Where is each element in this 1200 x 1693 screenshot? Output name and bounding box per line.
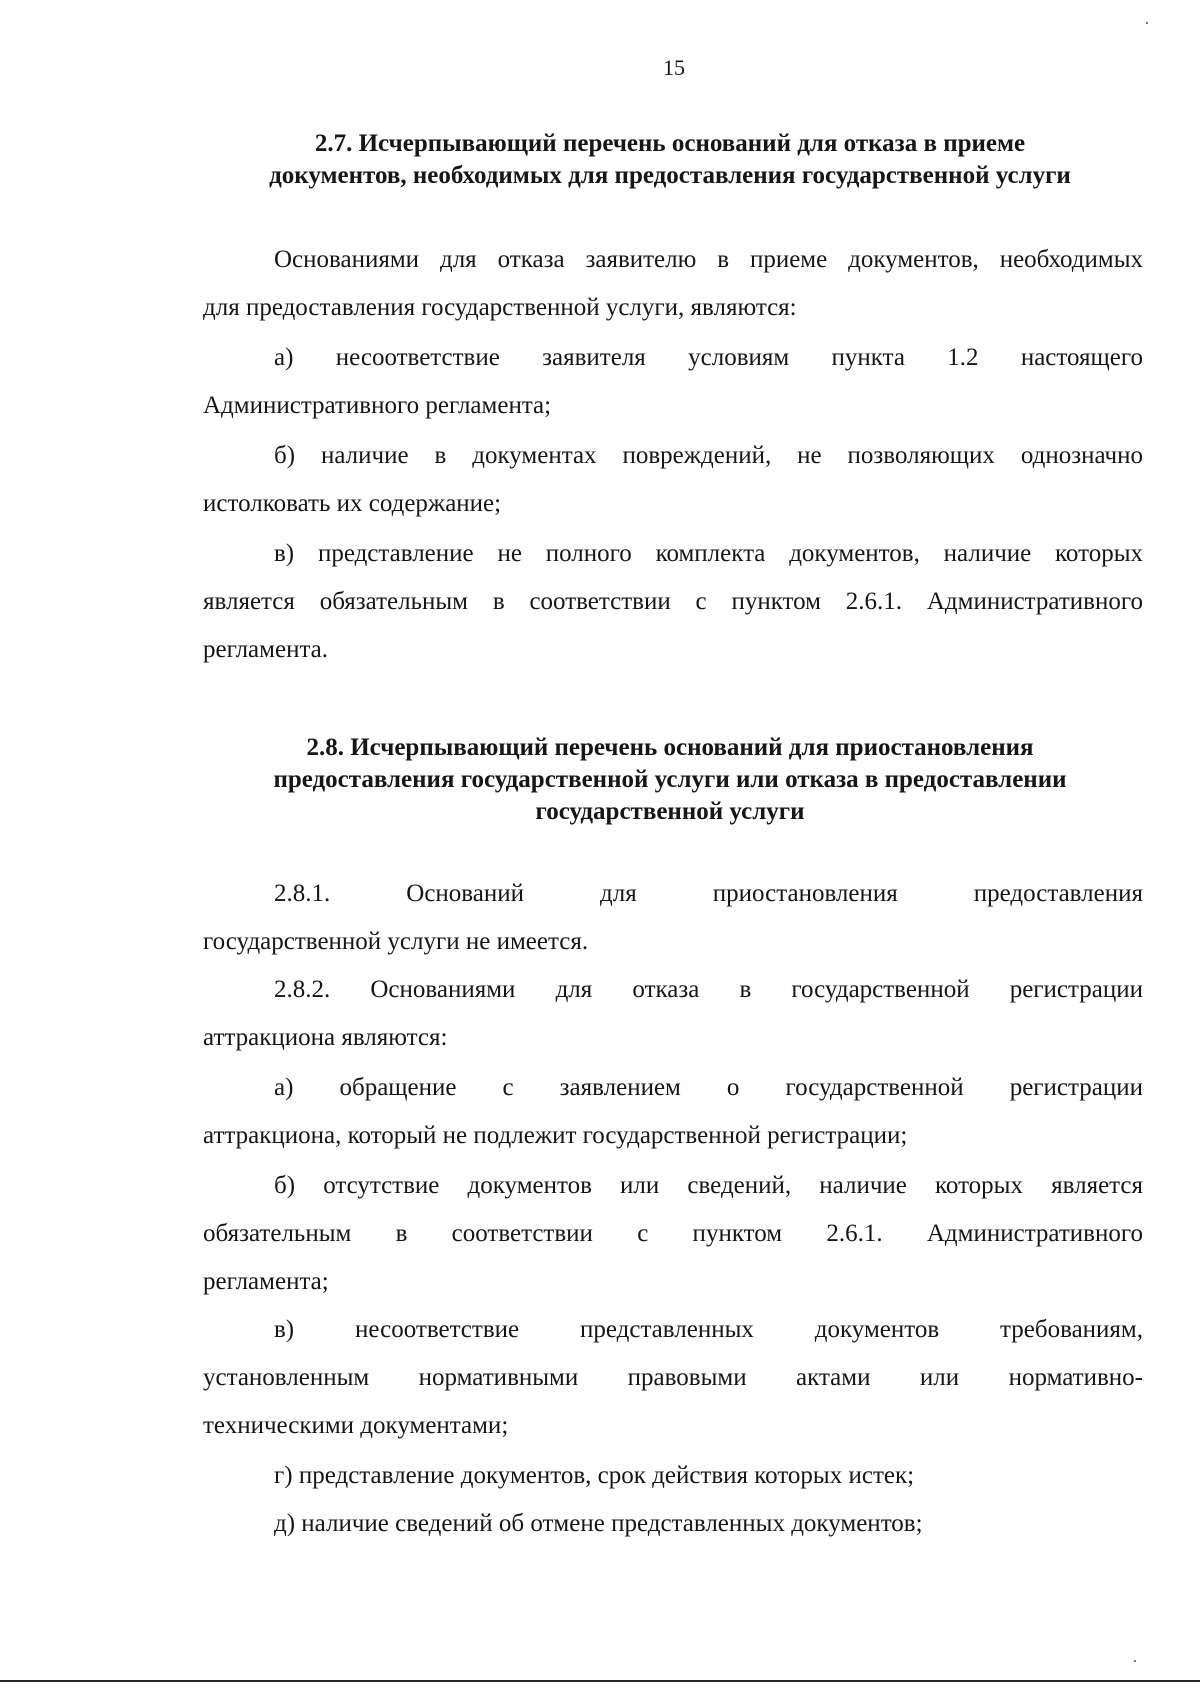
heading-line: предоставления государственной услуги или отказа в предоставлении xyxy=(273,766,1067,793)
paragraph-line: а) несоответствие заявителя условиям пункта 1.2 настоящего xyxy=(274,344,1143,371)
paragraph-line: 2.8.2. Основаниями для отказа в государственной регистрации xyxy=(274,976,1143,1003)
list-item-d xyxy=(203,1500,1143,1548)
heading-line: 2.7. Исчерпывающий перечень оснований для отказа в приеме xyxy=(314,130,1026,157)
paragraph-line: г) представление документов, срок действия которых истек; xyxy=(274,1462,915,1489)
paragraph-line: Административного регламента; xyxy=(203,392,552,419)
list-item-v xyxy=(203,530,1143,674)
scan-speck xyxy=(1146,22,1148,24)
paragraph-line: установленным нормативными правовыми актами или нормативно- xyxy=(203,1364,1143,1391)
paragraph-2-8-2 xyxy=(203,966,1143,1062)
paragraph-line: обязательным в соответствии с пунктом 2.6.1. Административного xyxy=(203,1220,1143,1247)
paragraph-line: государственной услуги не имеется. xyxy=(203,928,589,955)
section-2-8-heading xyxy=(200,732,1140,828)
list-item-a xyxy=(203,1064,1143,1160)
paragraph-line: а) обращение с заявлением о государственной регистрации xyxy=(274,1074,1143,1101)
paragraph-line: истолковать их содержание; xyxy=(203,490,502,517)
page-bottom-edge xyxy=(0,1680,1200,1682)
list-item-a xyxy=(203,334,1143,430)
paragraph-line: для предоставления государственной услуги, являются: xyxy=(203,294,797,321)
paragraph-line: 2.8.1. Оснований для приостановления предоставления xyxy=(274,880,1143,907)
page-number: 15 xyxy=(663,55,685,80)
paragraph-line: д) наличие сведений об отмене представленных документов; xyxy=(274,1510,923,1537)
paragraph-line: техническими документами; xyxy=(203,1412,509,1439)
paragraph-line: регламента. xyxy=(203,636,329,663)
section-2-7-heading xyxy=(200,128,1140,192)
paragraph-line: в) несоответствие представленных документов требованиям, xyxy=(274,1316,1143,1343)
heading-line: документов, необходимых для предоставления государственной услуги xyxy=(269,162,1071,189)
scan-speck xyxy=(1134,1660,1136,1662)
paragraph-line: является обязательным в соответствии с пунктом 2.6.1. Административного xyxy=(203,588,1143,615)
paragraph-line: в) представление не полного комплекта документов, наличие которых xyxy=(274,540,1143,567)
list-item-b xyxy=(203,432,1143,528)
heading-line: 2.8. Исчерпывающий перечень оснований для приостановления xyxy=(306,734,1034,761)
paragraph-line: б) отсутствие документов или сведений, наличие которых является xyxy=(274,1172,1143,1199)
list-item-g xyxy=(203,1452,1143,1500)
paragraph-line: аттракциона являются: xyxy=(203,1024,448,1051)
paragraph-line: б) наличие в документах повреждений, не позволяющих однозначно xyxy=(274,442,1143,469)
paragraph-line: Основаниями для отказа заявителю в приеме документов, необходимых xyxy=(274,246,1143,273)
paragraph-line: регламента; xyxy=(203,1268,329,1295)
list-item-b xyxy=(203,1162,1143,1306)
list-item-v xyxy=(203,1306,1143,1450)
heading-line: государственной услуги xyxy=(535,798,805,825)
paragraph-line: аттракциона, который не подлежит государственной регистрации; xyxy=(203,1122,908,1149)
paragraph-2-8-1 xyxy=(203,870,1143,966)
paragraph-refusal-grounds-intro xyxy=(203,236,1143,332)
